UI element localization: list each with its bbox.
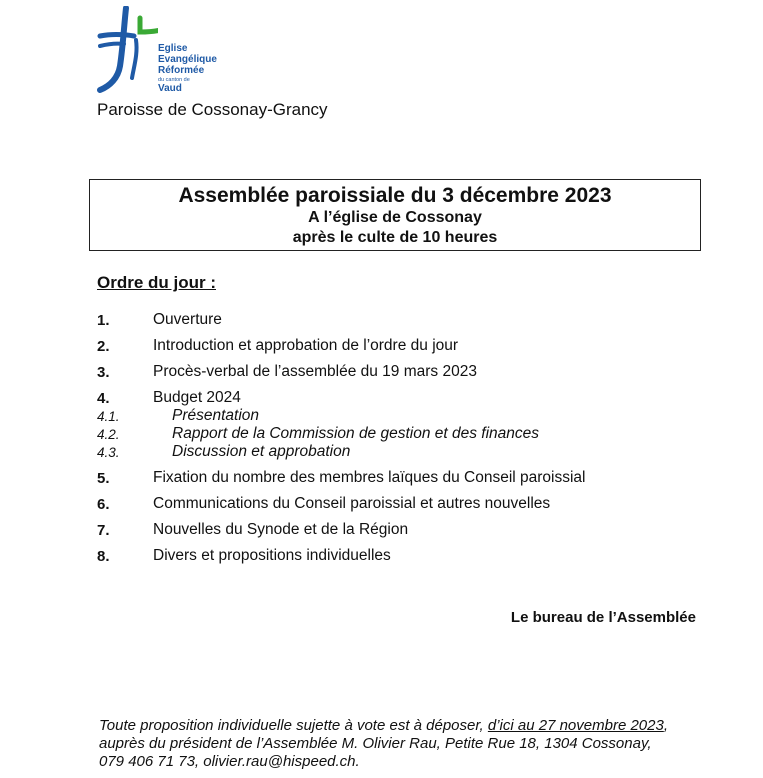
footer-deadline: d’ici au 27 novembre 2023 — [487, 717, 664, 734]
agenda-item-text: Divers et propositions individuelles — [153, 547, 391, 564]
agenda-subitem-text: Rapport de la Commission de gestion et des finances — [172, 425, 540, 442]
agenda-item-text: Fixation du nombre des membres laïques du Conseil paroissial — [153, 469, 586, 486]
agenda-item-number: 8. — [97, 548, 110, 565]
logo-line-5: Vaud — [158, 83, 182, 94]
agenda-item-number: 2. — [97, 338, 110, 355]
footer-comma: , — [663, 717, 668, 734]
cross-logo-icon — [96, 6, 158, 98]
agenda-subitem-text: Discussion et approbation — [172, 443, 351, 460]
footer-note — [99, 717, 699, 771]
agenda-subitem-text: Présentation — [172, 407, 260, 424]
footer-line-1 — [99, 717, 699, 735]
eerv-logo — [96, 6, 236, 98]
agenda-subitem-number: 4.2. — [97, 427, 120, 442]
location-line: A l’église de Cossonay — [308, 209, 482, 226]
footer-text: Toute proposition individuelle sujette à vote est à déposer, — [99, 717, 488, 734]
agenda-item-number: 6. — [97, 496, 110, 513]
signature: Le bureau de l’Assemblée — [510, 609, 696, 626]
footer-line-3: 079 406 71 73, olivier.rau@hispeed.ch. — [99, 753, 360, 770]
logo-line-1: Eglise — [158, 43, 188, 54]
footer-line-2: auprès du président de l’Assemblée M. Olivier Rau, Petite Rue 18, 1304 Cossonay, — [99, 735, 652, 752]
agenda-subitem-number: 4.1. — [97, 409, 120, 424]
time-line: après le culte de 10 heures — [292, 229, 498, 246]
agenda-item-text: Communications du Conseil paroissial et autres nouvelles — [153, 495, 551, 512]
agenda-item-number: 3. — [97, 364, 110, 381]
agenda-item-number: 5. — [97, 470, 110, 487]
agenda-item-number: 4. — [97, 390, 110, 407]
agenda-heading: Ordre du jour : — [97, 273, 216, 292]
agenda-item-number: 7. — [97, 522, 110, 539]
logo-line-3: Réformée — [158, 65, 205, 76]
agenda-subitem-number: 4.3. — [97, 445, 120, 460]
title-box — [89, 179, 701, 251]
parish-name: Paroisse de Cossonay-Grancy — [97, 100, 328, 119]
document-title: Assemblée paroissiale du 3 décembre 2023 — [178, 184, 612, 207]
agenda-item-text: Ouverture — [153, 311, 222, 328]
agenda-item-text: Nouvelles du Synode et de la Région — [153, 521, 409, 538]
agenda-item-text: Budget 2024 — [153, 389, 241, 406]
agenda-item-text: Introduction et approbation de l’ordre du jour — [153, 337, 459, 354]
logo-line-4: du canton de — [158, 77, 190, 83]
logo-line-2: Evangélique — [158, 54, 217, 65]
agenda-item-text: Procès-verbal de l’assemblée du 19 mars 2023 — [153, 363, 477, 380]
agenda-item-number: 1. — [97, 312, 110, 329]
